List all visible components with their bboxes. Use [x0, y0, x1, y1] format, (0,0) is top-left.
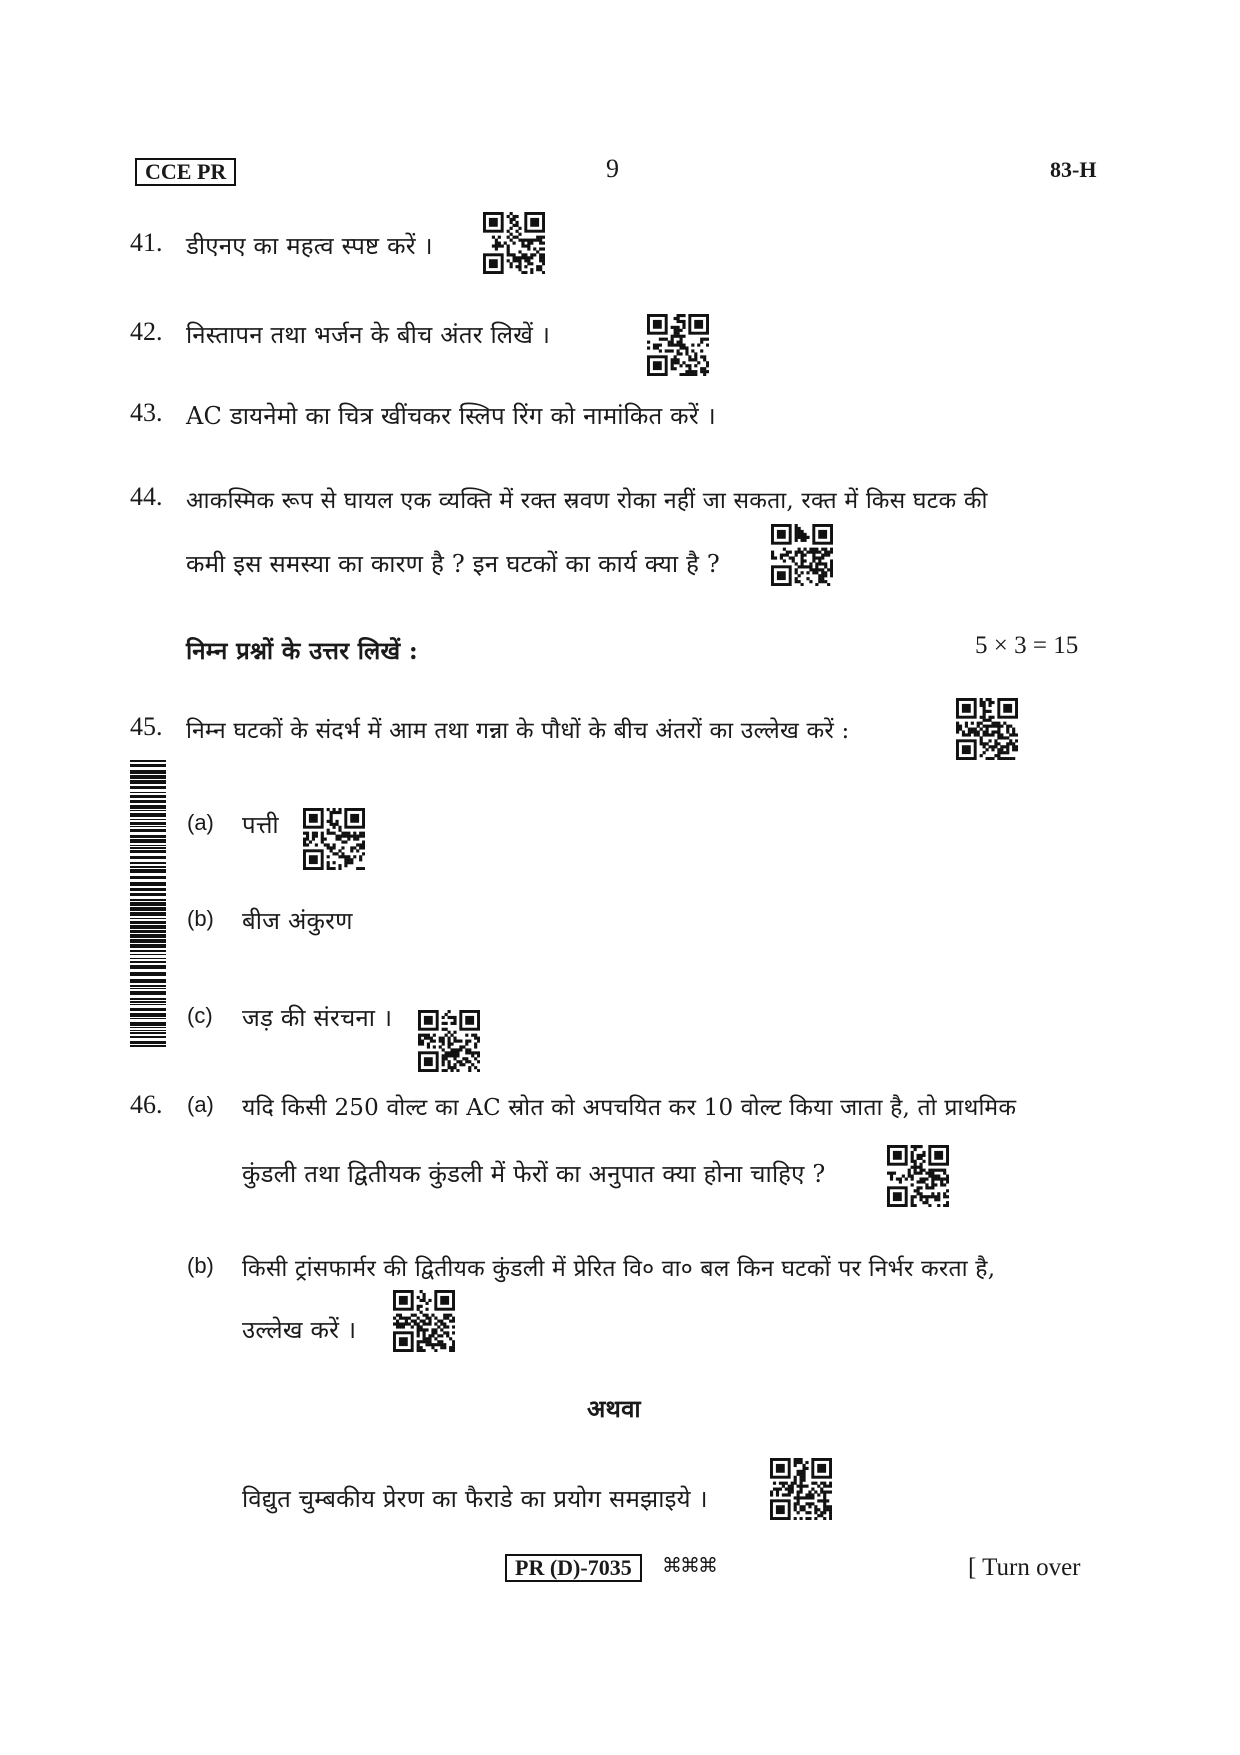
alternative-question-text: विद्युत चुम्बकीय प्रेरण का फैराडे का प्रयोग समझाइये ।: [242, 1485, 708, 1513]
part-a-text: पत्ती: [242, 811, 279, 839]
part-label-46a: (a): [187, 1092, 214, 1117]
question-number-42: 42.: [130, 317, 163, 346]
paper-id-box: PR (D)-7035: [505, 1554, 642, 1582]
question-number-41: 41.: [130, 228, 163, 257]
question-44-line2: कमी इस समस्या का कारण है ? इन घटकों का कार्य क्या है ?: [186, 550, 720, 578]
q46b-line1: किसी ट्रांसफार्मर की द्वितीयक कुंडली में प्रेरित वि० वा० बल किन घटकों पर निर्भर करता है,: [242, 1256, 996, 1282]
paper-code-box: CCE PR: [135, 158, 236, 186]
qr-code-icon: [647, 314, 709, 376]
subject-code: 83-H: [1050, 157, 1097, 182]
qr-code-icon: [418, 1010, 480, 1072]
question-44-line1: आकस्मिक रूप से घायल एक व्यक्ति में रक्त स्रवण रोका नहीं जा सकता, रक्त में किस घटक की: [186, 488, 988, 514]
question-42-text: निस्तापन तथा भर्जन के बीच अंतर लिखें ।: [186, 321, 551, 349]
qr-code-icon: [771, 524, 833, 586]
qr-code-icon: [483, 212, 545, 274]
part-label-c: (c): [187, 1003, 213, 1028]
question-number-46: 46.: [130, 1090, 163, 1119]
question-45-text: निम्न घटकों के संदर्भ में आम तथा गन्ना के पौधों के बीच अंतरों का उल्लेख करें :: [186, 718, 850, 744]
question-41-text: डीएनए का महत्व स्पष्ट करें ।: [186, 232, 433, 260]
page-number: 9: [606, 154, 619, 183]
question-number-43: 43.: [130, 398, 163, 427]
ornament-divider: ⌘⌘⌘: [662, 1553, 716, 1577]
question-number-44: 44.: [130, 482, 163, 511]
part-label-b: (b): [187, 906, 214, 931]
q46b-line2: उल्लेख करें ।: [242, 1316, 357, 1344]
or-heading: अथवा: [587, 1394, 641, 1423]
qr-code-icon: [887, 1145, 949, 1207]
part-label-a: (a): [187, 810, 214, 835]
barcode-icon: [130, 760, 166, 1050]
qr-code-icon: [956, 698, 1018, 760]
q46a-line1: यदि किसी 250 वोल्ट का AC स्रोत को अपचयित कर 10 वोल्ट किया जाता है, तो प्राथमिक: [242, 1095, 1017, 1121]
qr-code-icon: [393, 1290, 455, 1352]
question-number-45: 45.: [130, 712, 163, 741]
section-marks: 5 × 3 = 15: [975, 632, 1079, 659]
part-b-text: बीज अंकुरण: [242, 907, 353, 935]
q46a-line2: कुंडली तथा द्वितीयक कुंडली में फेरों का अनुपात क्या होना चाहिए ?: [242, 1160, 826, 1188]
part-label-46b: (b): [187, 1253, 214, 1278]
qr-code-icon: [303, 808, 365, 870]
question-43-text: AC डायनेमो का चित्र खींचकर स्लिप रिंग को नामांकित करें ।: [186, 402, 716, 430]
part-c-text: जड़ की संरचना ।: [242, 1004, 393, 1032]
turn-over-note: [ Turn over: [968, 1554, 1081, 1581]
qr-code-icon: [770, 1458, 832, 1520]
section-instruction: निम्न प्रश्नों के उत्तर लिखें :: [186, 636, 418, 665]
